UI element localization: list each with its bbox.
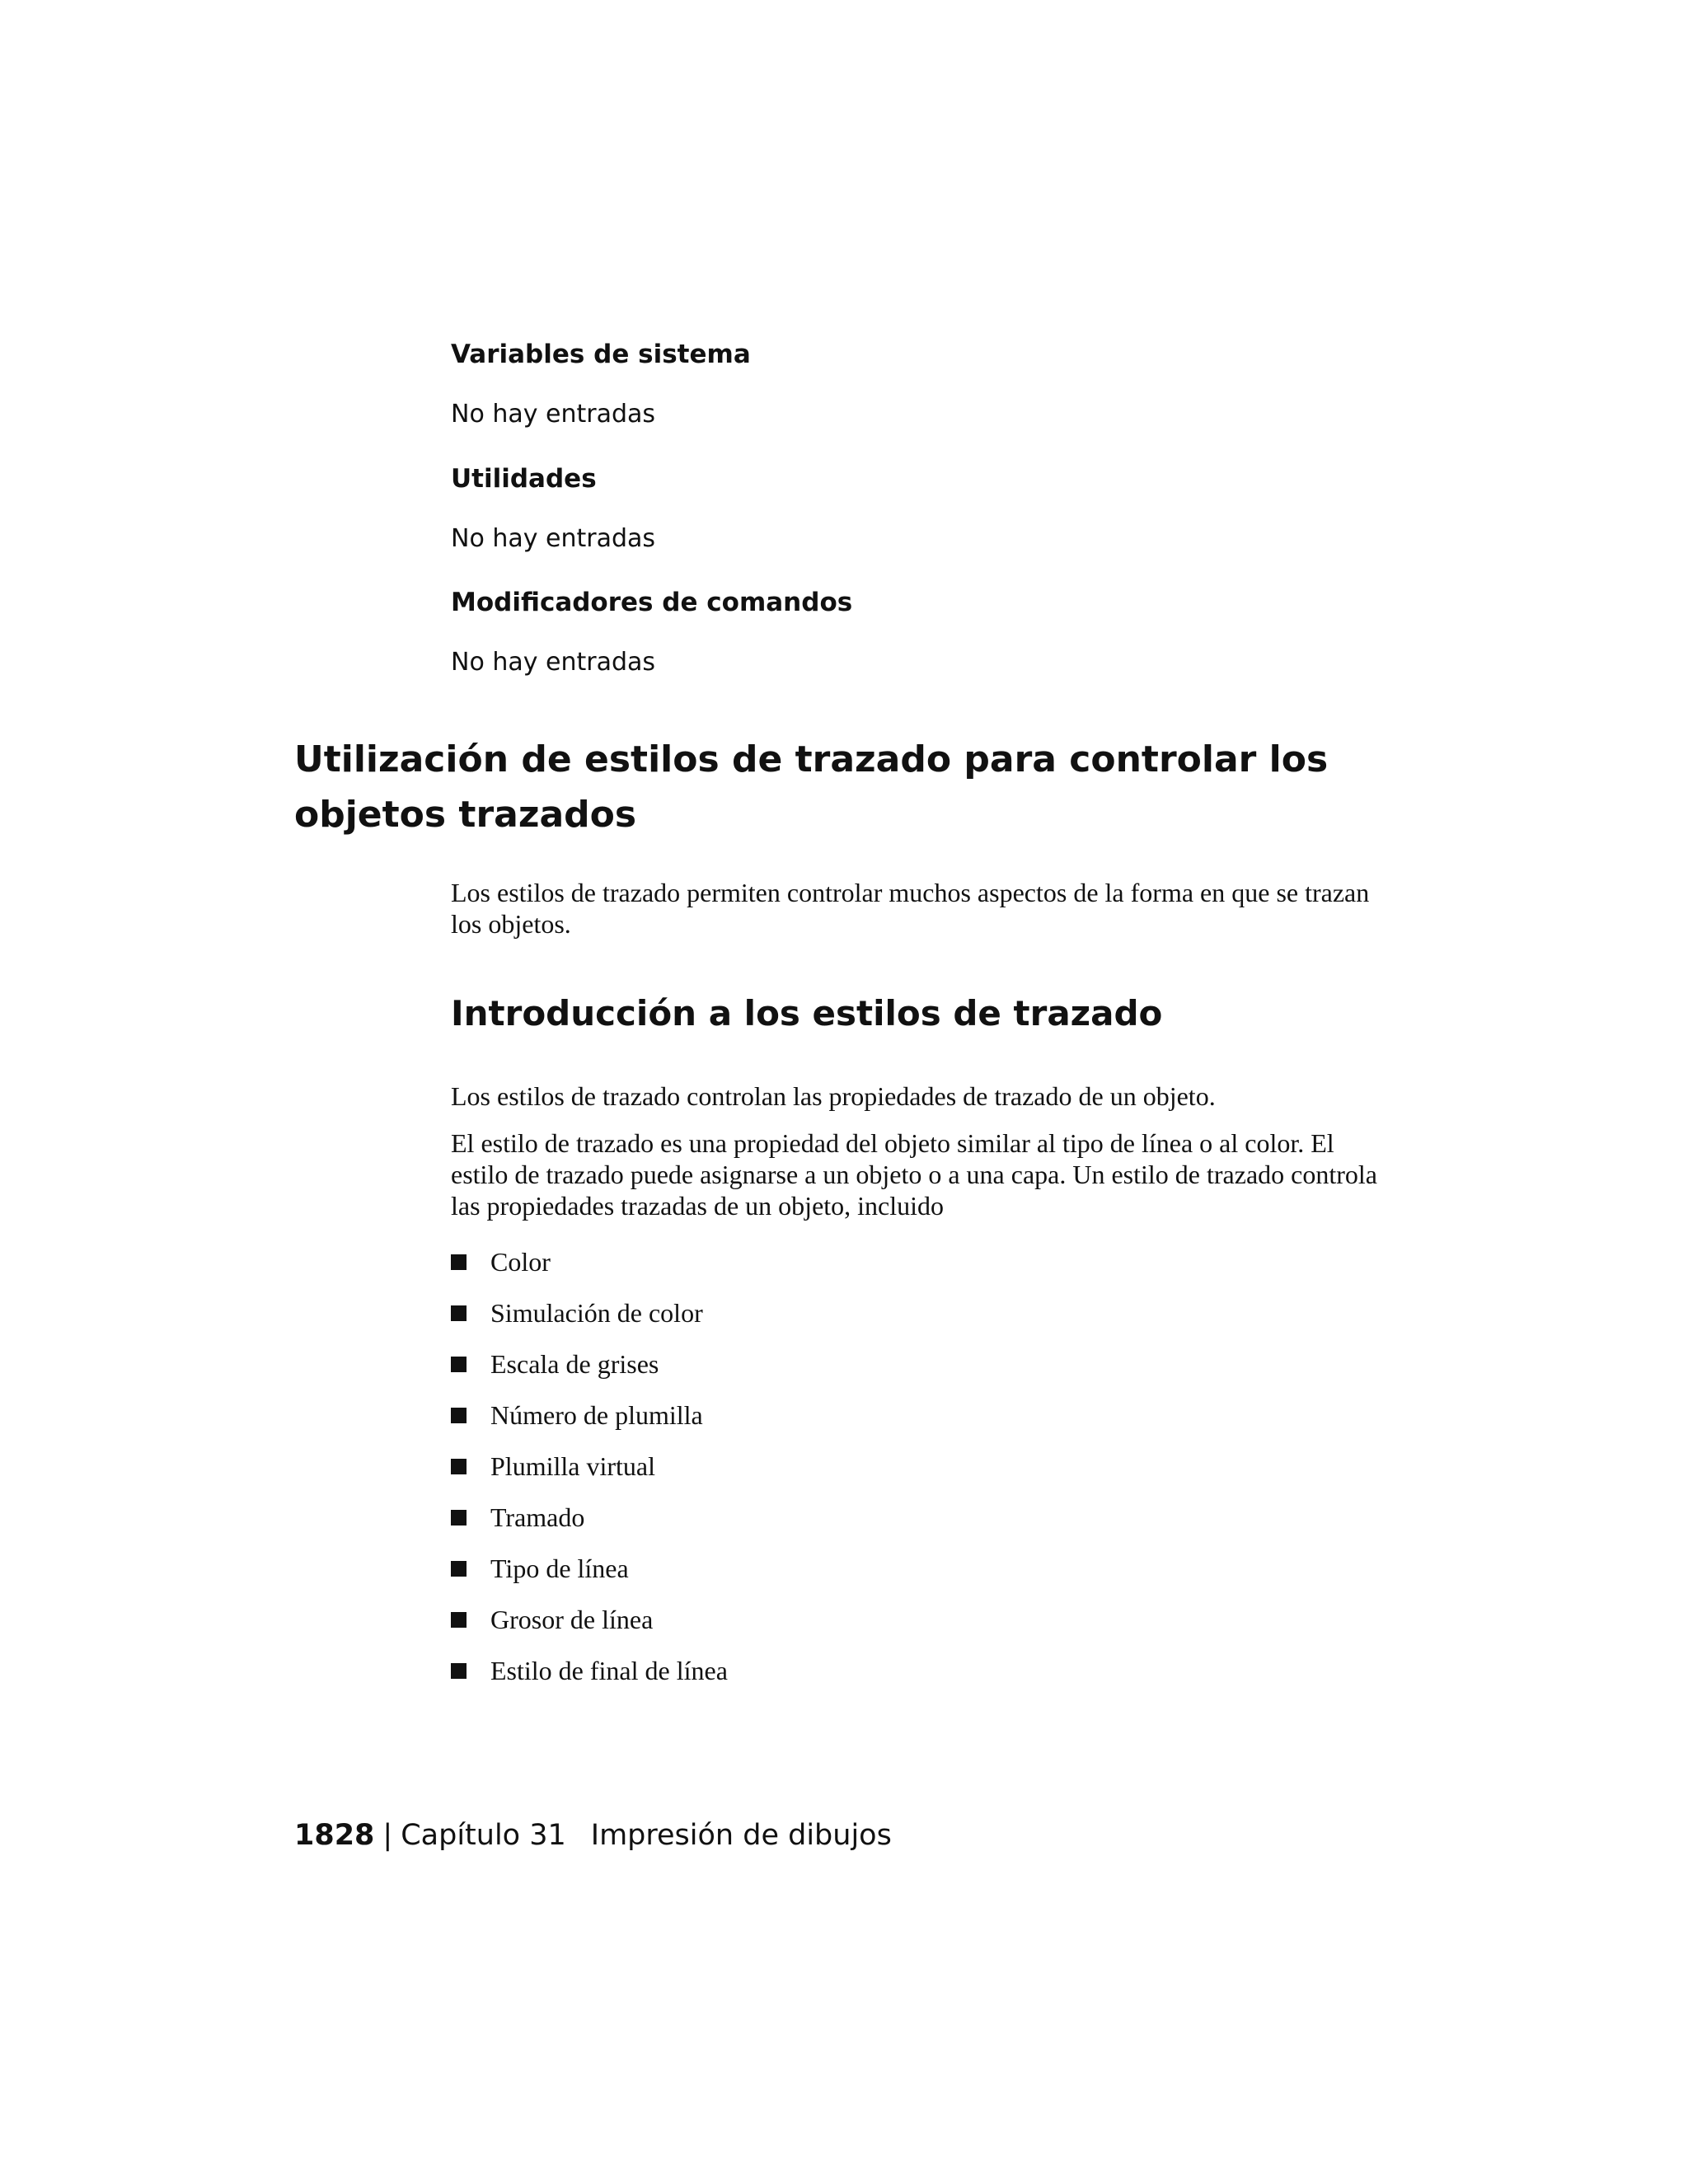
square-bullet-icon (451, 1561, 467, 1577)
list-item (451, 1441, 728, 1492)
command-modifiers-text: No hay entradas (451, 648, 656, 677)
command-modifiers-heading: Modificadores de comandos (451, 588, 853, 617)
list-item (451, 1338, 728, 1390)
utilities-heading: Utilidades (451, 464, 597, 494)
page-footer (294, 1819, 892, 1852)
list-item-label: Número de plumilla (490, 1399, 703, 1430)
main-section-intro: Los estilos de trazado permiten controlar muchos aspectos de la forma en que se trazan los objetos. (451, 878, 1370, 939)
list-item-label: Tramado (490, 1502, 585, 1532)
list-item-label: Grosor de línea (490, 1604, 654, 1634)
square-bullet-icon (451, 1612, 467, 1628)
list-item (451, 1594, 728, 1645)
footer-separator: | (382, 1819, 393, 1852)
page-number: 1828 (294, 1819, 375, 1852)
subsection-paragraph-1: Los estilos de trazado controlan las propiedades de trazado de un objeto. (451, 1081, 1216, 1111)
list-item-label: Tipo de línea (490, 1553, 629, 1583)
list-item (451, 1645, 728, 1696)
list-item (451, 1492, 728, 1543)
subsection-paragraph-2: El estilo de trazado es una propiedad del objeto similar al tipo de línea o al color. El estilo de trazado puede asignarse a un objeto o a una capa. Un estilo de trazado controla las propiedades trazadas de un objeto, incluido (451, 1128, 1377, 1221)
list-item (451, 1236, 728, 1287)
square-bullet-icon (451, 1408, 467, 1423)
list-item (451, 1390, 728, 1441)
chapter-label: Capítulo 31 (401, 1819, 566, 1852)
list-item-label: Plumilla virtual (490, 1451, 655, 1481)
square-bullet-icon (451, 1663, 467, 1679)
list-item-label: Escala de grises (490, 1348, 659, 1379)
utilities-text: No hay entradas (451, 524, 656, 553)
main-section-title: Utilización de estilos de trazado para controlar los objetos trazados (294, 738, 1329, 836)
system-variables-text: No hay entradas (451, 400, 656, 429)
chapter-title: Impresión de dibujos (590, 1819, 892, 1852)
square-bullet-icon (451, 1305, 467, 1321)
list-item-label: Simulación de color (490, 1297, 703, 1328)
system-variables-heading: Variables de sistema (451, 340, 751, 369)
property-list (451, 1236, 728, 1696)
list-item (451, 1287, 728, 1338)
square-bullet-icon (451, 1510, 467, 1526)
list-item-label: Estilo de final de línea (490, 1655, 728, 1685)
subsection-title: Introducción a los estilos de trazado (451, 993, 1163, 1033)
square-bullet-icon (451, 1357, 467, 1372)
list-item-label: Color (490, 1246, 551, 1277)
list-item (451, 1543, 728, 1594)
square-bullet-icon (451, 1254, 467, 1270)
square-bullet-icon (451, 1459, 467, 1474)
